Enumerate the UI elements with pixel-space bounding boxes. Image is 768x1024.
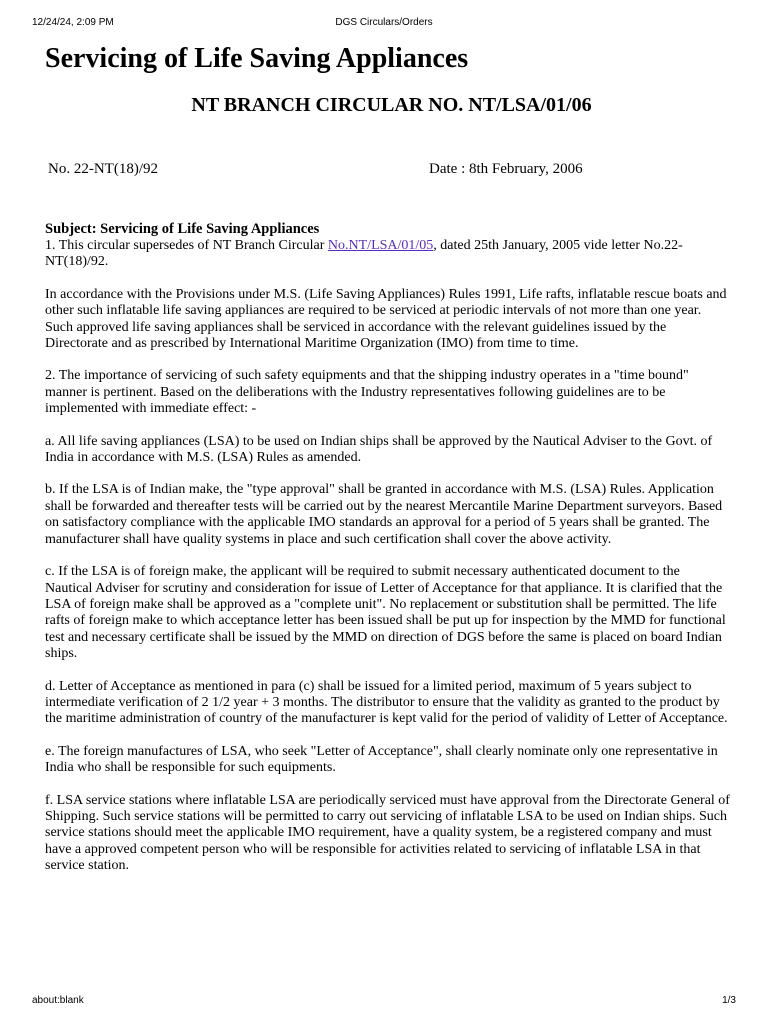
paragraph-c: c. If the LSA is of foreign make, the applicant will be required to submit necessary authenticated document to the Nautical Adviser for scrutiny and consideration for issue of Letter of Acceptance for that appliance. It is clarified that the LSA of foreign make shall be approved as a "complete unit". No replacement or substitution shall be permitted. The life rafts of foreign make to which acceptance letter has been issued shall be put up for inspection by the MMD for functional test and necessary certificate shall be issued by the MMD on direction of DGS before the same is placed on board Indian ships. xyxy=(45,564,726,662)
paragraph-a: a. All life saving appliances (LSA) to be used on Indian ships shall be approved by the Nautical Adviser to the Govt. of India in accordance with M.S. (LSA) Rules as amended. xyxy=(45,433,713,466)
document-title: Servicing of Life Saving Appliances xyxy=(45,43,469,74)
circular-date: Date : 8th February, 2006 xyxy=(429,161,583,177)
print-header xyxy=(32,17,736,31)
print-datetime: 12/24/24, 2:09 PM xyxy=(32,17,114,28)
reference-row xyxy=(45,160,730,180)
paragraph-d: d. Letter of Acceptance as mentioned in para (c) shall be issued for a limited period, maximum of 5 years subject to intermediate verification of 2 1/2 year + 3 months. The distributor to ensure that the validity as granted to the product by the maritime administration of country of the manufacturer is kept valid for the period of validity of Letter of Acceptance. xyxy=(45,678,728,727)
circular-number: NT BRANCH CIRCULAR NO. NT/LSA/01/06 xyxy=(191,94,592,116)
subject-line: Subject: Servicing of Life Saving Appliances xyxy=(45,221,320,237)
paragraph-e: e. The foreign manufactures of LSA, who seek "Letter of Acceptance", shall clearly nominate only one representative in India who shall be responsible for such equipments. xyxy=(45,743,718,776)
paragraph-intro: In accordance with the Provisions under M.S. (Life Saving Appliances) Rules 1991, Life rafts, inflatable rescue boats and other such inflatable life saving appliances are required to be serviced at periodic intervals of not more than one year. Such approved life saving appliances shall be serviced in accordance with the relevant guidelines issued by the Directorate and as prescribed by International Maritime Organization (IMO) from time to time. xyxy=(45,286,727,352)
document-body xyxy=(45,40,730,875)
paragraph-2: 2. The importance of servicing of such safety equipments and that the shipping industry operates in a "time bound" manner is pertinent. Based on the deliberations with the Industry representatives following guidelines are to be implemented with immediate effect: - xyxy=(45,368,689,417)
print-url: about:blank xyxy=(32,995,84,1006)
paragraph-1 xyxy=(45,238,730,271)
page-indicator: 1/3 xyxy=(722,995,736,1006)
paragraph-1-text-start: 1. This circular supersedes of NT Branch Circular xyxy=(45,238,328,253)
previous-circular-link[interactable]: No.NT/LSA/01/05 xyxy=(327,238,434,253)
reference-number: No. 22-NT(18)/92 xyxy=(48,161,158,177)
print-page-title: DGS Circulars/Orders xyxy=(335,17,433,28)
paragraph-b: b. If the LSA is of Indian make, the "type approval" shall be granted in accordance with M.S. (LSA) Rules. Application shall be forwarded and thereafter tests will be carried out by the nearest Mercantile Marine Department surveyors. Based on satisfactory compliance with the applicable IMO standards an approval for a period of 5 years shall be granted. The manufacturer shall have quality systems in place and such certification shall cover the above activity. xyxy=(45,482,723,547)
print-footer xyxy=(32,995,736,1009)
paragraph-1-text-end: , dated 25th January, 2005 vide letter No.22-NT(18)/92. xyxy=(45,238,683,270)
paragraph-f: f. LSA service stations where inflatable LSA are periodically serviced must have approval from the Directorate General of Shipping. Such service stations will be permitted to carry out servicing of inflatable LSA to be used on Indian ships. Such service stations should meet the applicable IMO requirement, have a quality system, be a registered company and must have a approved competent person who will be responsible for activities related to servicing of inflatable LSA in that service station. xyxy=(45,792,730,874)
